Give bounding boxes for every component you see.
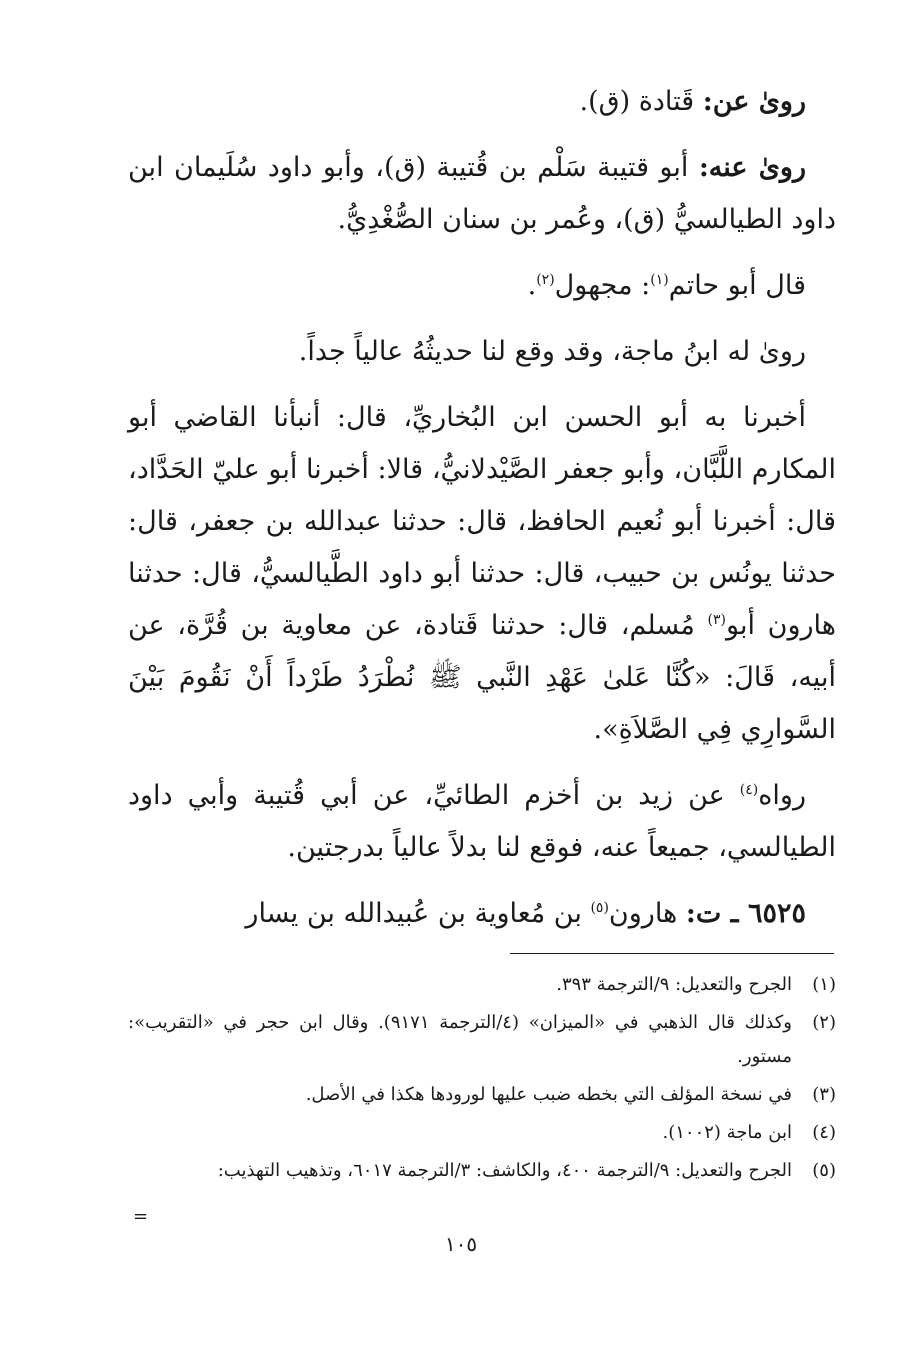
footnote-number: (٣) bbox=[812, 1084, 836, 1105]
footnote-number: (٤) bbox=[812, 1122, 836, 1143]
entry-number-label: ٦٥٢٥ ـ ت: bbox=[685, 898, 806, 929]
rawahu-text: رواه bbox=[758, 780, 806, 811]
footnote-ref-1[interactable]: (١) bbox=[650, 272, 669, 288]
period: . bbox=[527, 270, 537, 301]
footnote-text: في نسخة المؤلف التي بخطه ضبب عليها لورودها هكذا في الأصل. bbox=[305, 1084, 792, 1105]
narrators-paragraph bbox=[128, 142, 836, 246]
isnad-paragraph bbox=[128, 392, 836, 756]
footnote-item bbox=[128, 1154, 836, 1188]
narrated-from-text: قَتادة (ق). bbox=[579, 86, 695, 117]
footnote-number: (٥) bbox=[812, 1160, 836, 1181]
footnote-item bbox=[128, 968, 836, 1002]
narrated-from-label: روىٰ عن: bbox=[702, 86, 806, 117]
footnote-divider bbox=[510, 953, 834, 954]
abu-hatim-verdict: : مجهول bbox=[554, 270, 651, 301]
footnote-text: وكذلك قال الذهبي في «الميزان» (٤/الترجمة ٩١٧١). وقال ابن حجر في «التقريب»: مستور. bbox=[128, 1012, 792, 1067]
main-text bbox=[128, 76, 836, 940]
rawahu-rest-text: عن زيد بن أخزم الطائيِّ، عن أبي قُتيبة وأبي داود الطيالسي، جميعاً عنه، فوقع لنا بدلاً عالياً بدرجتين. bbox=[128, 780, 836, 863]
footnote-text: ابن ماجة (١٠٠٢). bbox=[662, 1122, 792, 1143]
footnote-ref-5[interactable]: (٥) bbox=[590, 900, 609, 916]
entry-name-text: هارون bbox=[608, 898, 686, 929]
footnote-ref-3[interactable]: (٣) bbox=[707, 612, 727, 628]
page-number: ١٠٥ bbox=[444, 1232, 478, 1256]
footnote-text: الجرح والتعديل: ٩/الترجمة ٤٠٠، والكاشف: ٣/الترجمة ٦٠١٧، وتذهيب التهذيب: bbox=[217, 1160, 792, 1181]
footnote-ref-4[interactable]: (٤) bbox=[739, 782, 759, 798]
rawahu-paragraph bbox=[128, 770, 836, 874]
footnote-item bbox=[128, 1116, 836, 1150]
footnote-number: (١) bbox=[812, 974, 836, 995]
continuation-mark: = bbox=[133, 1206, 149, 1227]
ibn-majah-paragraph bbox=[128, 326, 836, 378]
footnotes bbox=[128, 968, 836, 1192]
abu-hatim-paragraph bbox=[128, 260, 836, 312]
ibn-majah-text: روىٰ له ابنُ ماجة، وقد وقع لنا حديثُهُ عالياً جداً. bbox=[298, 336, 806, 367]
entry-heading-paragraph bbox=[128, 888, 836, 940]
footnote-item bbox=[128, 1006, 836, 1074]
footnote-number: (٢) bbox=[812, 1012, 836, 1033]
abu-hatim-text: قال أبو حاتم bbox=[668, 270, 806, 301]
isnad-text: أخبرنا به أبو الحسن ابن البُخاريِّ، قال: أنبأنا القاضي أبو المكارم اللَّبَّان، وأبو جعفر الصَّيْدلانيُّ، قالا: أخبرنا أبو عليّ الحَدَّاد، قال: أخبرنا أبو نُعيم الحافظ، قال: حدثنا عبدالله بن جعفر، قال: حدثنا يونُس بن حبيب، قال: حدثنا أبو داود الطَّيالسيُّ، قال: حدثنا هارون أبو bbox=[128, 402, 836, 641]
footnote-ref-2[interactable]: (٢) bbox=[536, 272, 555, 288]
entry-lineage-text: بن مُعاوية بن عُبيدالله بن يسار bbox=[245, 898, 591, 929]
footnote-item bbox=[128, 1078, 836, 1112]
isnad-hadith-text: مُسلم، قال: حدثنا قَتادة، عن معاوية بن قُرَّة، عن أبيه، قَالَ: «كُنَّا عَلىٰ عَهْدِ النَّبي ﷺ نُطْرَدُ طَرْداً أَنْ نَقُومَ بَيْنَ السَّوارِي فِي الصَّلاَةِ». bbox=[128, 610, 836, 745]
footnote-text: الجرح والتعديل: ٩/الترجمة ٣٩٣. bbox=[556, 974, 792, 995]
narrators-text: أبو قتيبة سَلْم بن قُتيبة (ق)، وأبو داود سُلَيمان ابن داود الطيالسيُّ (ق)، وعُمر بن سنان الصُّغْدِيُّ. bbox=[128, 152, 836, 235]
narrated-from-paragraph bbox=[128, 76, 836, 128]
narrators-label: روىٰ عنه: bbox=[698, 152, 806, 183]
